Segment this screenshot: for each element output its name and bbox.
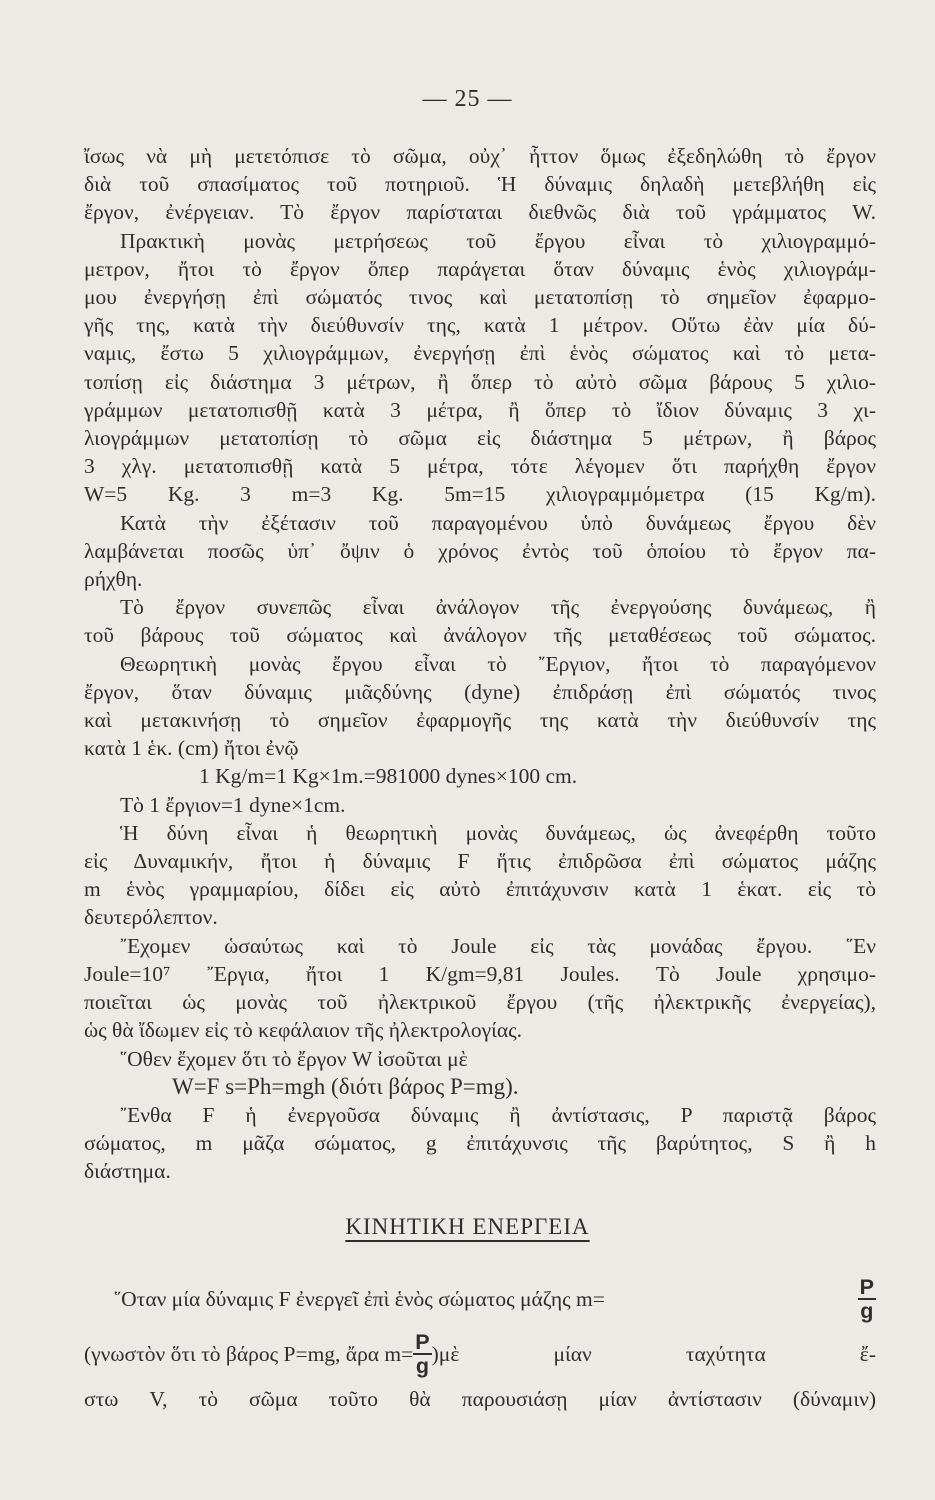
text-line: Τὸ 1 ἔργιον=1 dyne×1cm. — [120, 792, 346, 817]
text-line: λαμβάνεται ποσῶς ὑπ᾽ ὄψιν ὁ χρόνος ἐντὸς τοῦ ὁποίου τὸ ἔργον πα- — [84, 538, 876, 563]
tail-paragraph — [84, 1272, 876, 1416]
tail-line-1-text: ῞Οταν μία δύναμις F ἐνεργεῖ ἐπὶ ἑνὸς σώματος μάζης m= — [114, 1286, 605, 1311]
text-line: λιογράμμων μετατοπίσῃ τὸ σῶμα εἰς διάστημα 5 μέτρων, ἢ βάρος — [84, 426, 876, 451]
tail-line-2-pre: (γνωστὸν ὅτι τὸ βάρος P=mg, ἄρα m= — [84, 1341, 414, 1366]
section-heading-text: ΚΙΝΗΤΙΚΗ ΕΝΕΡΓΕΙΑ — [345, 1214, 590, 1239]
text-line: ἴσως νὰ μὴ μετετόπισε τὸ σῶμα, οὐχ᾽ ἧττον ὅμως ἐξεδηλώθη τὸ ἔργον — [84, 144, 876, 168]
mass-fraction-2 — [413, 1331, 431, 1377]
text-line: ρήχθη. — [84, 567, 143, 592]
page-number: — 25 — — [422, 86, 513, 112]
tail-line-1 — [84, 1272, 876, 1326]
tail-line-3: στω V, τὸ σῶμα τοῦτο θὰ παρουσιάσῃ μίαν ἀντίστασιν (δύναμιν) — [84, 1387, 876, 1411]
text-line: ποιεῖται ὡς μονὰς τοῦ ἠλεκτρικοῦ ἔργου (τῆς ἠλεκτρικῆς ἐνεργείας), — [84, 990, 876, 1015]
text-line: Τὸ ἔργον συνεπῶς εἶναι ἀνάλογον τῆς ἐνεργούσης δυνάμεως, ἢ — [120, 595, 876, 620]
text-line: εἰς Δυναμικήν, ἤτοι ἡ δύναμις F ἥτις ἐπιδρῶσα ἐπὶ σώματος μάζης — [84, 849, 876, 874]
text-line: μου ἐνεργήσῃ ἐπὶ σώματός τινος καὶ μετατοπίσῃ τὸ σημεῖον ἐφαρμο- — [84, 285, 876, 310]
text-line: W=F s=Ph=mgh (διότι βάρος P=mg). — [172, 1073, 519, 1099]
text-line: ῎Ενθα F ἡ ἐνεργοῦσα δύναμις ἢ ἀντίστασις, P παριστᾷ βάρος — [120, 1102, 876, 1127]
text-line: ἔργον, ἐνέργειαν. Τὸ ἔργον παρίσταται διεθνῶς διὰ τοῦ γράμματος W. — [84, 200, 876, 225]
text-line: ναμις, ἔστω 5 χιλιογράμμων, ἐνεργήσῃ ἐπὶ ἑνὸς σώματος καὶ τὸ μετα- — [84, 341, 876, 366]
text-line: γράμμων μετατοπισθῇ κατὰ 3 μέτρα, ἢ ὅπερ τὸ ἴδιον δύναμις 3 χι- — [84, 397, 876, 422]
text-line: ῎Εχομεν ὡσαύτως καὶ τὸ Joule εἰς τὰς μονάδας ἔργου. ῞Εν — [120, 933, 876, 958]
text-line: γῆς της, κατὰ τὴν διεύθυνσίν της, κατὰ 1 μέτρον. Οὕτω ἐὰν μία δύ- — [84, 313, 876, 338]
text-line: τοῦ βάρους τοῦ σώματος καὶ ἀνάλογον τῆς μεταθέσεως τοῦ σώματος. — [84, 623, 876, 648]
text-line: δευτερόλεπτον. — [84, 905, 218, 930]
text-line: διάστημα. — [84, 1159, 171, 1184]
text-line: τοπίσῃ εἰς διάστημα 3 μέτρων, ἢ ὅπερ τὸ αὐτὸ σῶμα βάρους 5 χιλιο- — [84, 369, 876, 394]
text-line: σώματος, m μᾶζα σώματος, g ἐπιτάχυνσις τῆς βαρύτητος, S ἢ h — [84, 1131, 876, 1156]
text-line: μετρον, ἤτοι τὸ ἔργον ὅπερ παράγεται ὅταν δύναμις ἑνὸς χιλιογράμ- — [84, 256, 876, 281]
fraction-numerator: P — [859, 1275, 874, 1299]
text-line: διὰ τοῦ σπασίματος τοῦ ποτηριοῦ. Ἡ δύναμις δηλαδὴ μετεβλήθη εἰς — [84, 172, 876, 197]
text-line: 3 χλγ. μετατοπισθῇ κατὰ 5 μέτρα, τότε λέγομεν ὅτι παρήχθη ἔργον — [84, 454, 876, 479]
text-line: m ἑνὸς γραμμαρίου, δίδει εἰς αὐτὸ ἐπιτάχυνσιν κατὰ 1 ἑκατ. εἰς τὸ — [84, 877, 876, 902]
text-line: κατὰ 1 ἑκ. (cm) ἤτοι ἐνῷ — [84, 736, 299, 761]
text-line: ὡς θὰ ἴδωμεν εἰς τὸ κεφάλαιον τῆς ἠλεκτρολογίας. — [84, 1018, 523, 1043]
text-line: Θεωρητικὴ μονὰς ἔργου εἶναι τὸ ῎Εργιον, ἤτοι τὸ παραγόμενον — [120, 651, 876, 676]
body-text — [84, 142, 876, 1186]
text-line: ῞Οθεν ἔχομεν ὅτι τὸ ἔργον W ἰσοῦται μὲ — [120, 1046, 468, 1071]
section-heading — [0, 1214, 935, 1240]
text-line: Joule=10⁷ ῎Εργια, ἤτοι 1 K/gm=9,81 Joules. Τὸ Joule χρησιμο- — [84, 961, 876, 986]
text-line: ἔργον, ὅταν δύναμις μιᾶςδύνης (dyne) ἐπιδράσῃ ἐπὶ σώματός τινος — [84, 679, 876, 704]
text-line: Ἡ δύνη εἶναι ἡ θεωρητικὴ μονὰς δυνάμεως, ὡς ἀνεφέρθη τοῦτο — [120, 820, 876, 845]
fraction-denominator: g — [860, 1299, 874, 1323]
text-line: 1 Kg/m=1 Kg×1m.=981000 dynes×100 cm. — [199, 764, 578, 789]
text-line: Κατὰ τὴν ἐξέτασιν τοῦ παραγομένου ὑπὸ δυνάμεως ἔργου δὲν — [120, 510, 876, 535]
mass-fraction-1 — [858, 1276, 876, 1322]
tail-line-2 — [84, 1326, 876, 1382]
fraction-denominator: g — [415, 1354, 430, 1378]
tail-line-2-post: )μὲ μίαν ταχύτητα ἔ- — [431, 1341, 876, 1366]
text-line: καὶ μετακινήσῃ τὸ σημεῖον ἐφαρμογῆς της κατὰ τὴν διεύθυνσίν της — [84, 708, 876, 733]
text-line: Πρακτικὴ μονὰς μετρήσεως τοῦ ἔργου εἶναι τὸ χιλιογραμμό- — [120, 228, 876, 253]
fraction-numerator: P — [415, 1330, 430, 1354]
text-line: W=5 Kg. 3 m=3 Kg. 5m=15 χιλιογραμμόμετρα (15 Kg/m). — [84, 482, 876, 507]
